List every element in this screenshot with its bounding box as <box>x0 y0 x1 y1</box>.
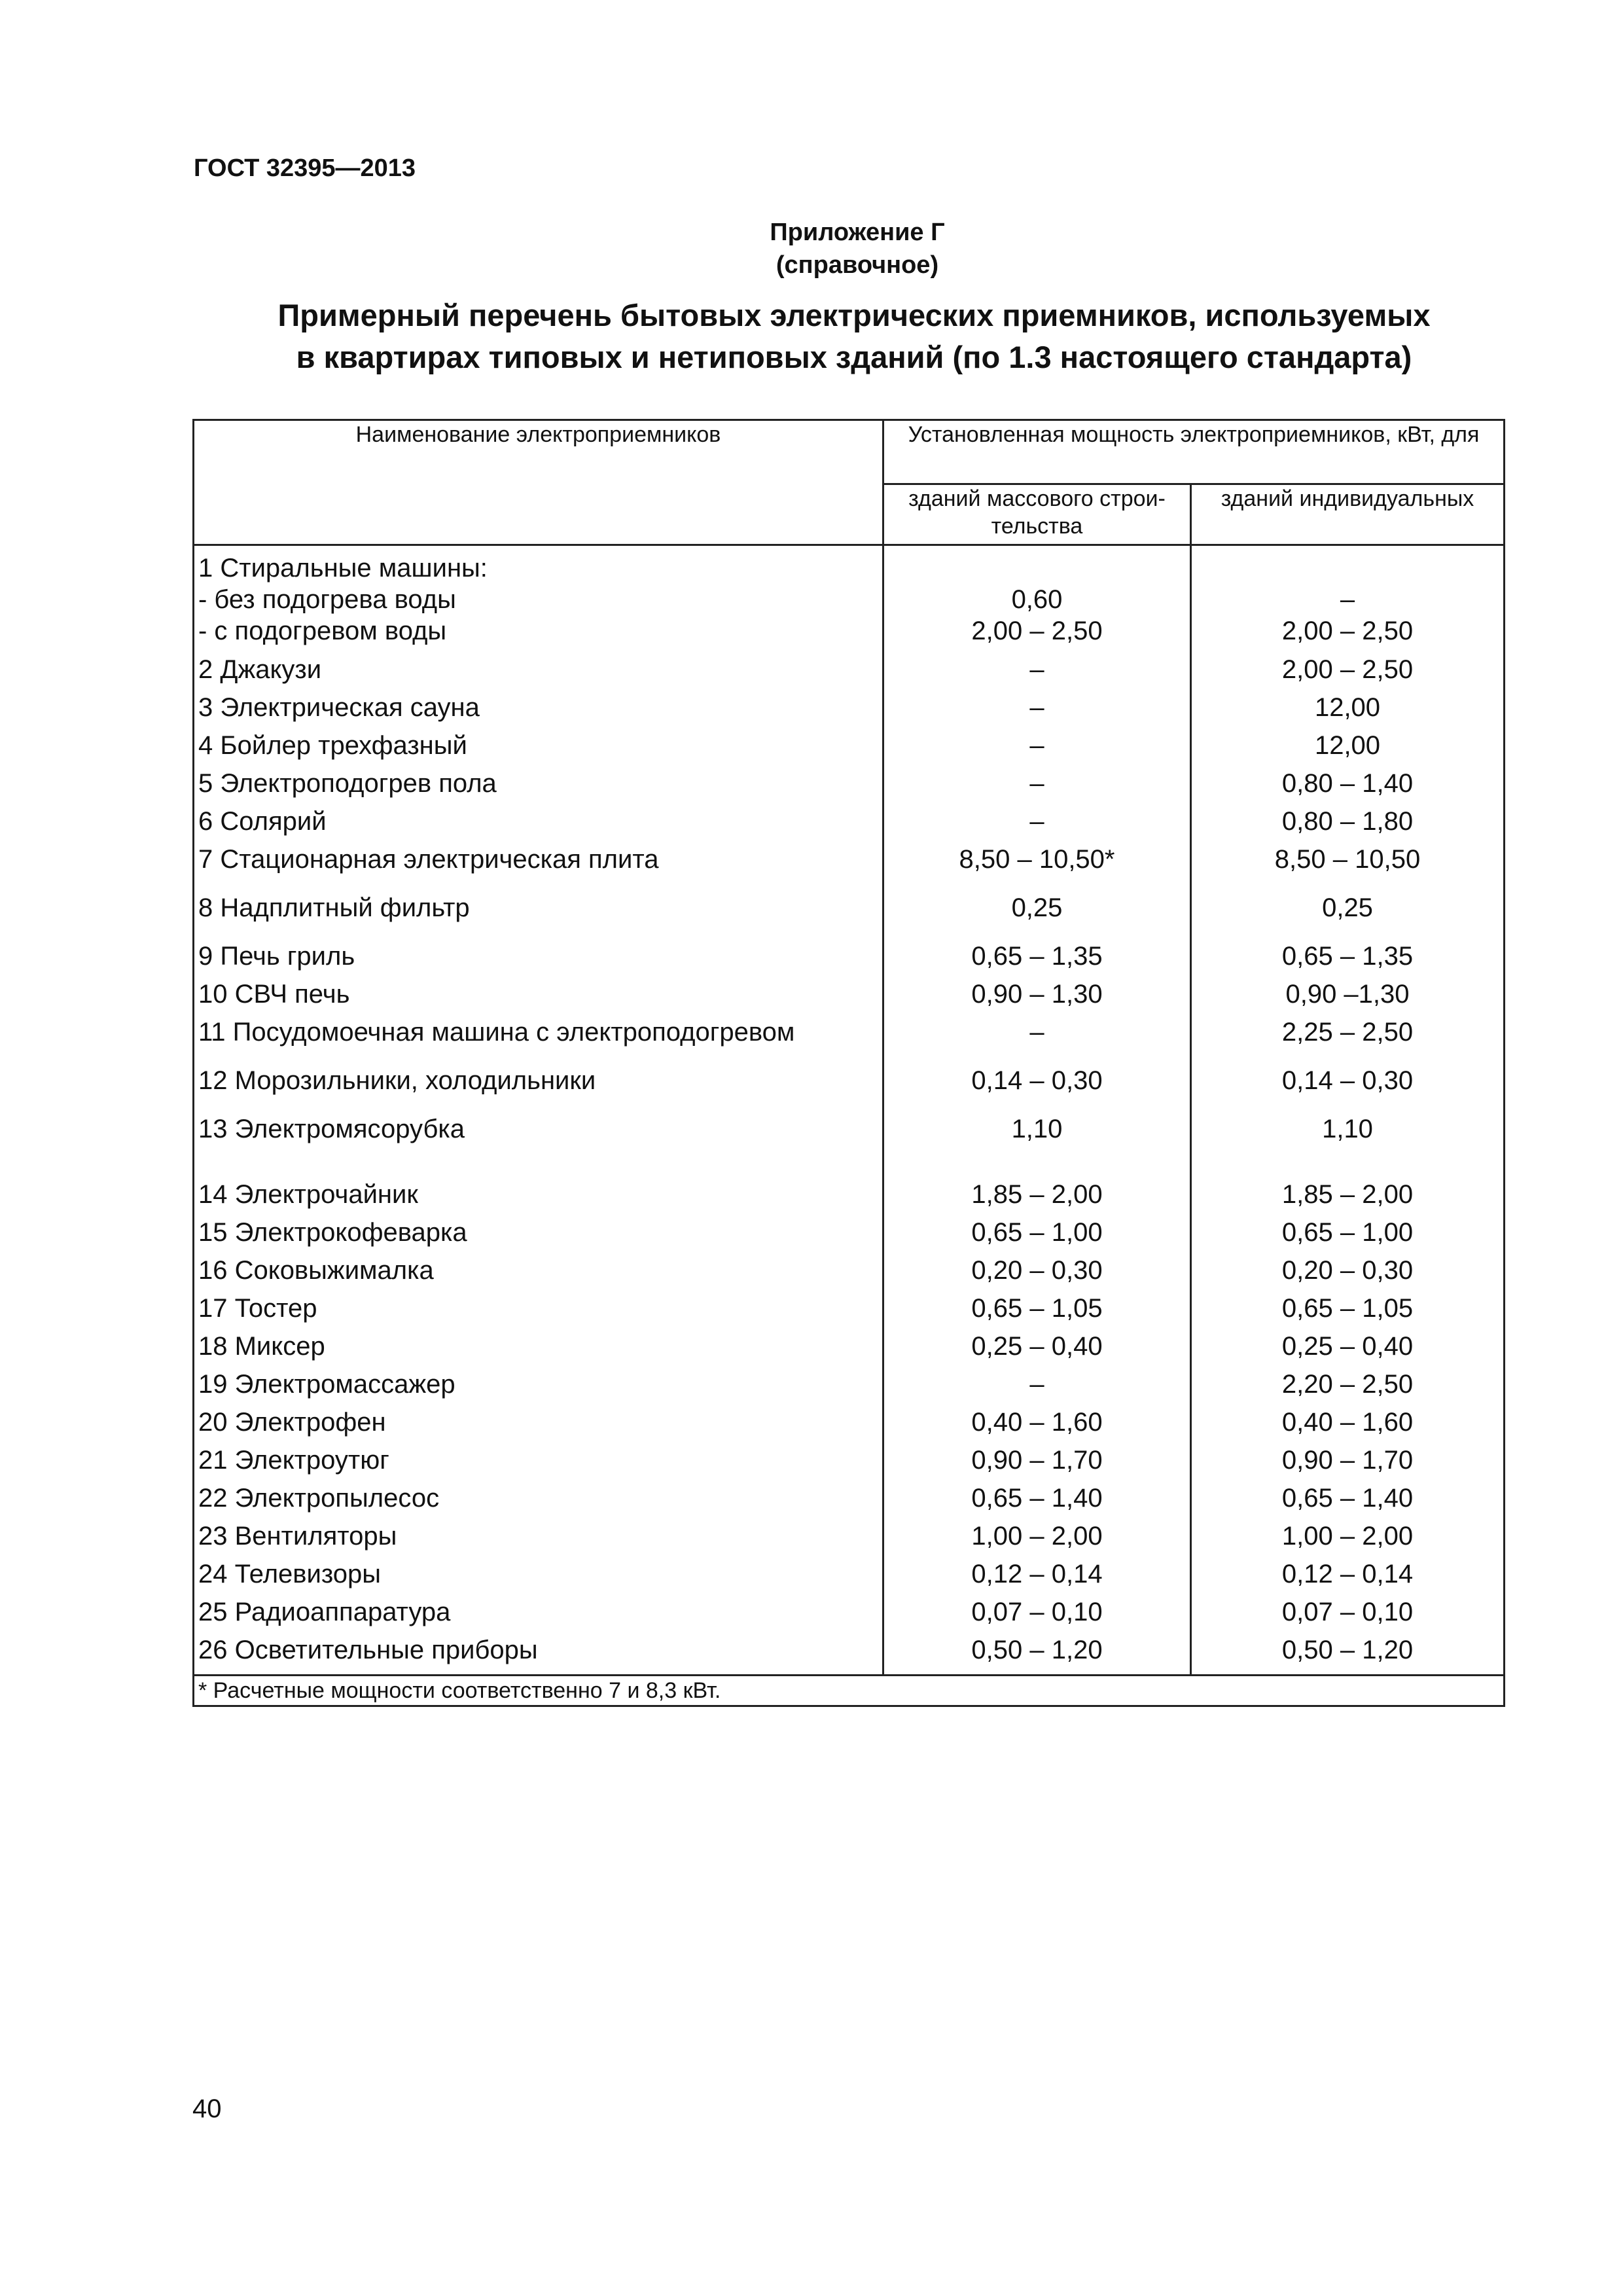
title-line-2: в квартирах типовых и нетиповых зданий (по 1.3 настоящего стандарта) <box>296 340 1412 374</box>
row-name: 13 Электромясорубка <box>194 1110 883 1175</box>
row-individual-cell <box>1191 545 1505 651</box>
row-name: 2 Джакузи <box>194 651 883 689</box>
row-mass-value: 0,25 <box>883 889 1191 937</box>
row-mass-value: 2,00 – 2,50 <box>971 617 1103 645</box>
table-row <box>194 1479 1505 1517</box>
row-mass-value: 0,07 – 0,10 <box>883 1593 1191 1631</box>
row-name: 17 Тостер <box>194 1289 883 1327</box>
document-code: ГОСТ 32395—2013 <box>194 154 416 182</box>
row-individual-value: 1,00 – 2,00 <box>1191 1517 1505 1555</box>
row-mass-value: 1,00 – 2,00 <box>883 1517 1191 1555</box>
table-row <box>194 1289 1505 1327</box>
column-header-name: Наименование электроприемников <box>194 420 883 545</box>
table-row <box>194 802 1505 840</box>
row-individual-value: 12,00 <box>1191 726 1505 764</box>
row-individual-value: 2,25 – 2,50 <box>1191 1013 1505 1062</box>
row-individual-value: 0,65 – 1,00 <box>1191 1213 1505 1251</box>
column-header-mass <box>883 484 1191 545</box>
table-row <box>194 651 1505 689</box>
row-mass-value: 0,14 – 0,30 <box>883 1062 1191 1110</box>
row-individual-value: 8,50 – 10,50 <box>1191 840 1505 889</box>
column-header-mass-line-1: зданий массового строи- <box>908 486 1166 511</box>
table-row <box>194 726 1505 764</box>
table-footnote: * Расчетные мощности соответственно 7 и 8,3 кВт. <box>194 1676 1505 1706</box>
row-name: 10 СВЧ печь <box>194 975 883 1013</box>
annex-kind: (справочное) <box>776 251 939 279</box>
row-individual-value: 0,90 –1,30 <box>1191 975 1505 1013</box>
row-name: 22 Электропылесос <box>194 1479 883 1517</box>
row-name: 18 Миксер <box>194 1327 883 1365</box>
row-mass-value: 0,12 – 0,14 <box>883 1555 1191 1593</box>
row-individual-value: 0,20 – 0,30 <box>1191 1251 1505 1289</box>
table-row <box>194 1175 1505 1213</box>
table-row <box>194 975 1505 1013</box>
row-name: 5 Электроподогрев пола <box>194 764 883 802</box>
annex-heading <box>0 216 1623 281</box>
row-individual-value: 0,80 – 1,40 <box>1191 764 1505 802</box>
table-row <box>194 1251 1505 1289</box>
row-individual-value: 0,80 – 1,80 <box>1191 802 1505 840</box>
row-mass-value: 0,25 – 0,40 <box>883 1327 1191 1365</box>
row-individual-value: – <box>1340 585 1355 614</box>
row-name: 20 Электрофен <box>194 1403 883 1441</box>
row-individual-value: 1,10 <box>1191 1110 1505 1175</box>
row-mass-value: – <box>883 1013 1191 1062</box>
table-row <box>194 1441 1505 1479</box>
page-number: 40 <box>192 2094 222 2123</box>
column-header-power: Установленная мощность электроприемников, кВт, для <box>883 420 1505 484</box>
row-name: 26 Осветительные приборы <box>194 1631 883 1676</box>
row-name: 9 Печь гриль <box>194 937 883 975</box>
table-row <box>194 1365 1505 1403</box>
row-individual-value: 0,65 – 1,40 <box>1191 1479 1505 1517</box>
row-name: 25 Радиоаппаратура <box>194 1593 883 1631</box>
row-individual-value: 2,00 – 2,50 <box>1191 651 1505 689</box>
row-individual-value: 0,65 – 1,35 <box>1191 937 1505 975</box>
row-name: 4 Бойлер трехфазный <box>194 726 883 764</box>
table-row <box>194 889 1505 937</box>
row-name: 1 Стиральные машины: <box>198 554 488 583</box>
row-individual-value: 0,50 – 1,20 <box>1191 1631 1505 1676</box>
row-name: 19 Электромассажер <box>194 1365 883 1403</box>
row-mass-value: – <box>883 726 1191 764</box>
row-name: 6 Солярий <box>194 802 883 840</box>
column-header-individual: зданий индивидуальных <box>1191 484 1505 545</box>
row-name: 3 Электрическая сауна <box>194 689 883 726</box>
page-title <box>0 295 1623 378</box>
table-row <box>194 545 1505 651</box>
table-row <box>194 1555 1505 1593</box>
row-mass-value: – <box>883 689 1191 726</box>
row-mass-value: 1,10 <box>883 1110 1191 1175</box>
row-mass-value: 0,50 – 1,20 <box>883 1631 1191 1676</box>
row-individual-value: 12,00 <box>1191 689 1505 726</box>
row-individual-value: 0,25 – 0,40 <box>1191 1327 1505 1365</box>
row-individual-value: 2,00 – 2,50 <box>1281 617 1414 645</box>
column-header-mass-line-2: тельства <box>991 514 1083 539</box>
table-row <box>194 1403 1505 1441</box>
row-mass-value: 0,65 – 1,00 <box>883 1213 1191 1251</box>
row-name: 11 Посудомоечная машина с электроподогревом <box>194 1013 883 1062</box>
table-row <box>194 1517 1505 1555</box>
row-mass-value: 0,40 – 1,60 <box>883 1403 1191 1441</box>
row-mass-value: 0,65 – 1,05 <box>883 1289 1191 1327</box>
table-row <box>194 1327 1505 1365</box>
table-row <box>194 937 1505 975</box>
table-row <box>194 840 1505 889</box>
row-name: 7 Стационарная электрическая плита <box>194 840 883 889</box>
row-individual-value: 1,85 – 2,00 <box>1191 1175 1505 1213</box>
row-mass-value: – <box>883 802 1191 840</box>
row-mass-value: 1,85 – 2,00 <box>883 1175 1191 1213</box>
row-mass-value: 0,65 – 1,35 <box>883 937 1191 975</box>
row-mass-value: 0,90 – 1,70 <box>883 1441 1191 1479</box>
row-name: 14 Электрочайник <box>194 1175 883 1213</box>
table-row <box>194 1013 1505 1062</box>
row-name: 24 Телевизоры <box>194 1555 883 1593</box>
row-name-cell <box>194 545 883 651</box>
appliances-table <box>192 419 1505 1707</box>
table-row <box>194 1593 1505 1631</box>
table-row <box>194 1062 1505 1110</box>
annex-label: Приложение Г <box>770 219 945 246</box>
table-row <box>194 689 1505 726</box>
row-name: 12 Морозильники, холодильники <box>194 1062 883 1110</box>
row-individual-value: 0,90 – 1,70 <box>1191 1441 1505 1479</box>
row-name: 23 Вентиляторы <box>194 1517 883 1555</box>
row-name: 15 Электрокофеварка <box>194 1213 883 1251</box>
row-mass-value: – <box>883 764 1191 802</box>
row-subname: - без подогрева воды <box>198 585 456 614</box>
row-mass-value: 0,90 – 1,30 <box>883 975 1191 1013</box>
row-individual-value: 2,20 – 2,50 <box>1191 1365 1505 1403</box>
row-mass-value: – <box>883 1365 1191 1403</box>
table-row <box>194 1110 1505 1175</box>
row-name: 21 Электроутюг <box>194 1441 883 1479</box>
row-individual-value: 0,65 – 1,05 <box>1191 1289 1505 1327</box>
table-row <box>194 1213 1505 1251</box>
row-mass-value: 0,65 – 1,40 <box>883 1479 1191 1517</box>
row-individual-value: 0,25 <box>1191 889 1505 937</box>
row-name: 16 Соковыжималка <box>194 1251 883 1289</box>
title-line-1: Примерный перечень бытовых электрических приемников, используемых <box>277 298 1431 332</box>
row-mass-value: – <box>883 651 1191 689</box>
row-individual-value: 0,07 – 0,10 <box>1191 1593 1505 1631</box>
row-mass-value: 0,60 <box>1011 585 1063 614</box>
row-name: 8 Надплитный фильтр <box>194 889 883 937</box>
row-mass-cell <box>883 545 1191 651</box>
row-individual-value: 0,40 – 1,60 <box>1191 1403 1505 1441</box>
row-mass-value: 0,20 – 0,30 <box>883 1251 1191 1289</box>
row-individual-value: 0,14 – 0,30 <box>1191 1062 1505 1110</box>
row-mass-value: 8,50 – 10,50* <box>883 840 1191 889</box>
row-subname: - с подогревом воды <box>198 617 447 645</box>
table-row <box>194 764 1505 802</box>
row-individual-value: 0,12 – 0,14 <box>1191 1555 1505 1593</box>
table-row <box>194 1631 1505 1676</box>
